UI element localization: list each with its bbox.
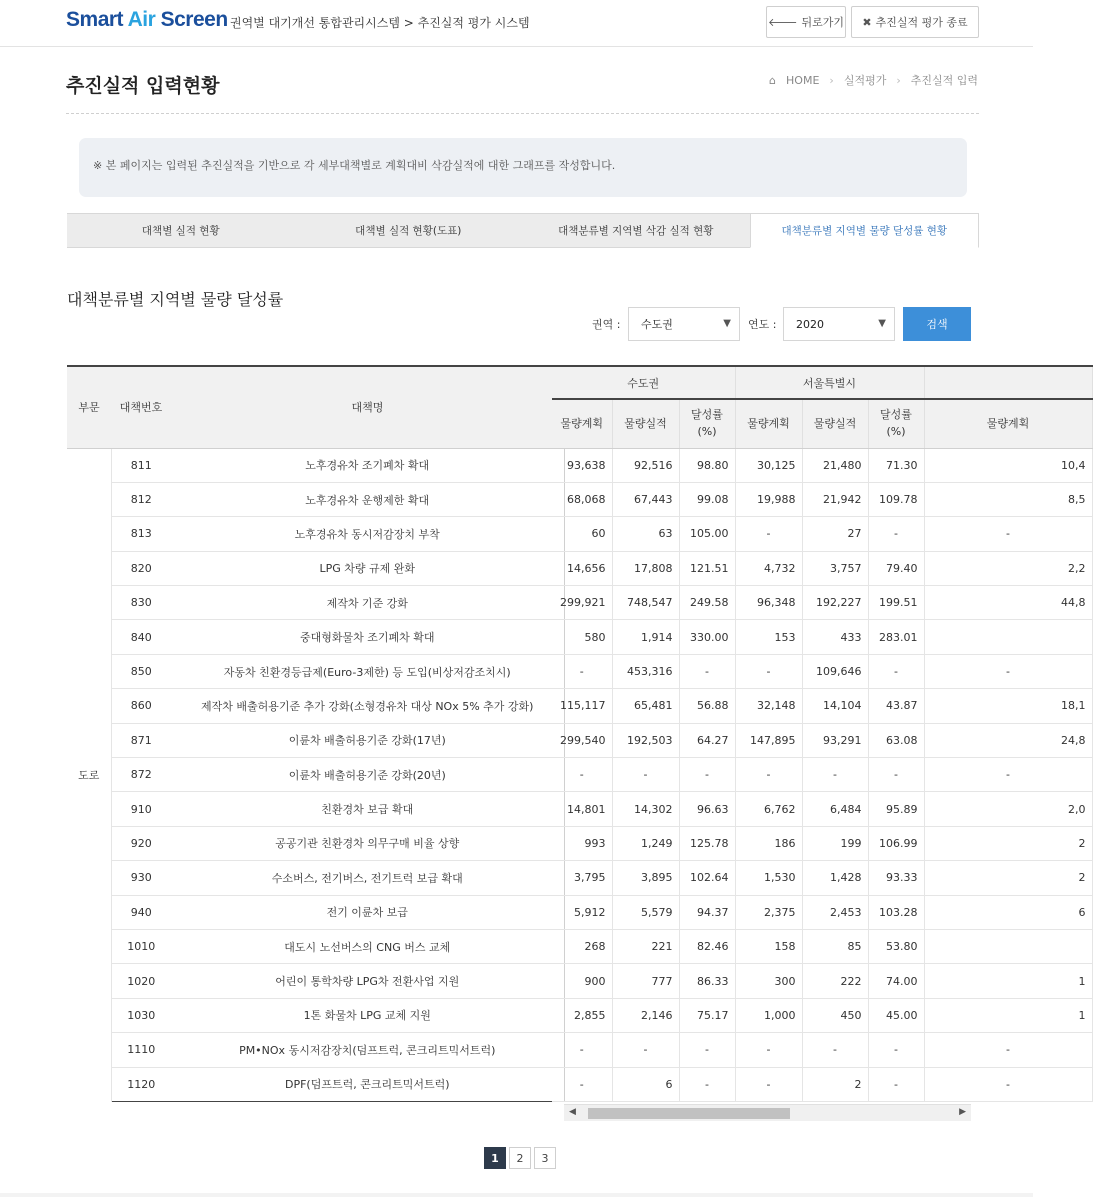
header-actual: 물량실적 — [802, 399, 868, 448]
value-cell: 299,540 — [552, 723, 612, 757]
value-cell: 14,801 — [552, 792, 612, 826]
value-cell: - — [612, 1033, 679, 1067]
value-cell: 14,656 — [552, 551, 612, 585]
value-cell: 186 — [735, 826, 802, 860]
table-row — [552, 998, 1092, 1032]
home-icon: ⌂ — [769, 73, 777, 87]
value-cell: 65,481 — [612, 689, 679, 723]
table-row — [552, 964, 1092, 998]
measure-name-cell: 제작차 배출허용기준 추가 강화(소형경유차 대상 NOx 5% 추가 강화) — [171, 689, 564, 723]
value-cell: - — [679, 1033, 735, 1067]
value-cell: - — [924, 1067, 1092, 1101]
value-cell: 30,125 — [735, 448, 802, 482]
value-cell: - — [735, 758, 802, 792]
value-cell: 1 — [924, 998, 1092, 1032]
table-row — [552, 448, 1092, 482]
tab-regional-achievement[interactable]: 대책분류별 지역별 물량 달성률 현황 — [750, 213, 980, 248]
divider — [66, 113, 979, 114]
header-code: 대책번호 — [111, 366, 171, 448]
header-plan: 물량계획 — [924, 399, 1092, 448]
code-cell: 860 — [111, 689, 171, 723]
value-cell: - — [924, 1033, 1092, 1067]
measure-name-cell: DPF(덤프트럭, 콘크리트믹서트럭) — [171, 1067, 564, 1101]
measure-name-cell: 전기 이륜차 보급 — [171, 895, 564, 929]
header-category: 부문 — [67, 366, 111, 448]
table-row — [67, 551, 564, 585]
code-cell: 872 — [111, 758, 171, 792]
fixed-columns — [67, 365, 564, 1102]
value-cell: - — [802, 758, 868, 792]
top-header — [0, 0, 1033, 47]
value-cell: 105.00 — [679, 517, 735, 551]
measure-name-cell: 이륜차 배출허용기준 강화(20년) — [171, 758, 564, 792]
code-cell: 830 — [111, 586, 171, 620]
value-cell: - — [735, 517, 802, 551]
code-cell: 840 — [111, 620, 171, 654]
dropdown-arrow-icon: ▼ — [723, 318, 731, 329]
table-row — [67, 689, 564, 723]
value-cell: 24,8 — [924, 723, 1092, 757]
value-cell: 10,4 — [924, 448, 1092, 482]
value-cell: 99.08 — [679, 482, 735, 516]
header-name: 대책명 — [171, 366, 564, 448]
notice-box: ※ 본 페이지는 입력된 추진실적을 기반으로 각 세부대책별로 계획대비 삭감실적에 대한 그래프를 작성합니다. — [79, 138, 967, 197]
value-cell: 21,480 — [802, 448, 868, 482]
value-cell: 158 — [735, 929, 802, 963]
value-cell: 21,942 — [802, 482, 868, 516]
value-cell: 299,921 — [552, 586, 612, 620]
table-row — [67, 998, 564, 1032]
table-row — [67, 654, 564, 688]
value-cell: 1 — [924, 964, 1092, 998]
measure-name-cell: 노후경유차 조기폐차 확대 — [171, 448, 564, 482]
value-cell: 777 — [612, 964, 679, 998]
tab-measure-performance[interactable]: 대책별 실적 현황 — [67, 213, 295, 248]
value-cell: - — [679, 654, 735, 688]
header-actual: 물량실적 — [612, 399, 679, 448]
value-cell: 330.00 — [679, 620, 735, 654]
value-cell: 268 — [552, 929, 612, 963]
value-cell: 192,227 — [802, 586, 868, 620]
value-cell: 98.80 — [679, 448, 735, 482]
measure-name-cell: 수소버스, 전기버스, 전기트럭 보급 확대 — [171, 861, 564, 895]
table-row — [552, 551, 1092, 585]
tab-bar — [67, 213, 979, 248]
group-header: 서울특별시 — [735, 366, 924, 399]
table-row — [67, 895, 564, 929]
table-row — [552, 586, 1092, 620]
measure-name-cell: 자동차 친환경등급제(Euro-3제한) 등 도입(비상저감조치시) — [171, 654, 564, 688]
scroll-columns[interactable] — [560, 365, 1086, 1102]
close-icon: ✖ — [862, 15, 872, 29]
table-row — [552, 895, 1092, 929]
value-cell: - — [868, 1067, 924, 1101]
value-cell: 63 — [612, 517, 679, 551]
group-header: 수도권 — [552, 366, 735, 399]
value-cell: - — [924, 654, 1092, 688]
value-cell: 125.78 — [679, 826, 735, 860]
arrow-left-icon: 🡐 — [767, 16, 798, 29]
table-row — [552, 517, 1092, 551]
value-cell: 192,503 — [612, 723, 679, 757]
table-row — [67, 929, 564, 963]
value-cell: 79.40 — [868, 551, 924, 585]
value-cell: 68,068 — [552, 482, 612, 516]
system-title: 권역별 대기개선 통합관리시스템 > 추진실적 평가 시스템 — [230, 16, 530, 30]
value-cell: 3,895 — [612, 861, 679, 895]
value-cell: 106.99 — [868, 826, 924, 860]
value-cell: 74.00 — [868, 964, 924, 998]
value-cell: - — [868, 654, 924, 688]
value-cell: 2,0 — [924, 792, 1092, 826]
value-cell: 75.17 — [679, 998, 735, 1032]
value-cell: 147,895 — [735, 723, 802, 757]
table-row — [67, 792, 564, 826]
group-header — [924, 366, 1092, 399]
value-cell: 94.37 — [679, 895, 735, 929]
tab-regional-reduction[interactable]: 대책분류별 지역별 삭감 실적 현황 — [522, 213, 750, 248]
year-select[interactable]: 2020 ▼ — [783, 307, 895, 341]
value-cell: 4,732 — [735, 551, 802, 585]
value-cell: - — [868, 1033, 924, 1067]
tab-measure-performance-chart[interactable]: 대책별 실적 현황(도표) — [295, 213, 523, 248]
value-cell: 453,316 — [612, 654, 679, 688]
scroll-right-icon[interactable]: ▶ — [959, 1107, 966, 1117]
value-cell: 6 — [924, 895, 1092, 929]
value-cell: - — [735, 1033, 802, 1067]
search-button[interactable]: 검색 — [903, 307, 971, 341]
value-cell: 2,375 — [735, 895, 802, 929]
value-cell: 63.08 — [868, 723, 924, 757]
value-cell: 2,146 — [612, 998, 679, 1032]
value-cell: 5,579 — [612, 895, 679, 929]
measure-name-cell: 제작차 기준 강화 — [171, 586, 564, 620]
breadcrumb-home[interactable]: HOME — [786, 73, 820, 87]
pagination — [484, 1147, 556, 1169]
value-cell: - — [552, 1033, 612, 1067]
value-cell: 1,914 — [612, 620, 679, 654]
value-cell: - — [868, 758, 924, 792]
table-row — [67, 482, 564, 516]
footer — [0, 1193, 1033, 1197]
value-cell: 3,757 — [802, 551, 868, 585]
table-row — [67, 1067, 564, 1101]
code-cell: 920 — [111, 826, 171, 860]
value-cell: 2 — [924, 861, 1092, 895]
value-cell: 1,428 — [802, 861, 868, 895]
value-cell: - — [735, 1067, 802, 1101]
table-row — [552, 620, 1092, 654]
code-cell: 1020 — [111, 964, 171, 998]
value-cell: 2,453 — [802, 895, 868, 929]
value-cell: 60 — [552, 517, 612, 551]
breadcrumb — [769, 72, 978, 88]
header-plan: 물량계획 — [552, 399, 612, 448]
value-cell: - — [868, 517, 924, 551]
value-cell: - — [679, 1067, 735, 1101]
value-cell: 85 — [802, 929, 868, 963]
code-cell: 813 — [111, 517, 171, 551]
value-cell: 221 — [612, 929, 679, 963]
value-cell: 86.33 — [679, 964, 735, 998]
value-cell: 45.00 — [868, 998, 924, 1032]
measure-name-cell: 중대형화물차 조기폐차 확대 — [171, 620, 564, 654]
measure-name-cell: LPG 차량 규제 완화 — [171, 551, 564, 585]
scroll-left-icon[interactable]: ◀ — [569, 1107, 576, 1117]
header-rate: 달성률 (%) — [679, 399, 735, 448]
value-cell: 103.28 — [868, 895, 924, 929]
table-row — [552, 689, 1092, 723]
code-cell: 871 — [111, 723, 171, 757]
value-cell: 44,8 — [924, 586, 1092, 620]
value-cell: 993 — [552, 826, 612, 860]
value-cell: 93,638 — [552, 448, 612, 482]
value-cell: 14,302 — [612, 792, 679, 826]
table-row — [552, 826, 1092, 860]
value-cell: 2 — [802, 1067, 868, 1101]
value-cell: 27 — [802, 517, 868, 551]
value-cell: 900 — [552, 964, 612, 998]
code-cell: 820 — [111, 551, 171, 585]
horizontal-scrollbar[interactable] — [564, 1104, 971, 1121]
table-row — [552, 861, 1092, 895]
table-row — [552, 482, 1092, 516]
value-cell: 96,348 — [735, 586, 802, 620]
value-cell: 450 — [802, 998, 868, 1032]
value-cell: 580 — [552, 620, 612, 654]
dropdown-arrow-icon: ▼ — [878, 318, 886, 329]
value-cell: 249.58 — [679, 586, 735, 620]
value-cell: 2,2 — [924, 551, 1092, 585]
region-select[interactable]: 수도권 ▼ — [628, 307, 740, 341]
value-cell — [924, 929, 1092, 963]
code-cell: 812 — [111, 482, 171, 516]
value-cell: 14,104 — [802, 689, 868, 723]
value-cell: 17,808 — [612, 551, 679, 585]
value-cell: 300 — [735, 964, 802, 998]
value-cell: 93.33 — [868, 861, 924, 895]
table-row — [67, 517, 564, 551]
measure-name-cell: PM•NOx 동시저감장치(덤프트럭, 콘크리트믹서트럭) — [171, 1033, 564, 1067]
table-row — [67, 448, 564, 482]
value-cell: 2,855 — [552, 998, 612, 1032]
code-cell: 850 — [111, 654, 171, 688]
breadcrumb-input[interactable]: 추진실적 입력 — [910, 74, 978, 87]
value-cell: - — [552, 654, 612, 688]
measure-name-cell: 어린이 통학차량 LPG차 전환사업 지원 — [171, 964, 564, 998]
header-plan: 물량계획 — [735, 399, 802, 448]
value-cell: - — [735, 654, 802, 688]
value-cell: - — [924, 758, 1092, 792]
value-cell: 2 — [924, 826, 1092, 860]
breadcrumb-evaluation[interactable]: 실적평가 — [843, 74, 887, 87]
section-title: 대책분류별 지역별 물량 달성률 — [67, 290, 284, 309]
value-cell: 1,249 — [612, 826, 679, 860]
value-cell: 5,912 — [552, 895, 612, 929]
table-row — [67, 620, 564, 654]
measure-name-cell: 공공기관 친환경차 의무구매 비율 상향 — [171, 826, 564, 860]
code-cell: 1120 — [111, 1067, 171, 1101]
value-cell: 64.27 — [679, 723, 735, 757]
value-cell: 283.01 — [868, 620, 924, 654]
page-title: 추진실적 입력현황 — [66, 75, 220, 97]
value-cell: 1,000 — [735, 998, 802, 1032]
measure-name-cell: 노후경유차 운행제한 확대 — [171, 482, 564, 516]
back-button[interactable]: 🡐 뒤로가기 — [766, 6, 846, 38]
value-cell: 53.80 — [868, 929, 924, 963]
value-cell: 153 — [735, 620, 802, 654]
value-cell: 18,1 — [924, 689, 1092, 723]
logo[interactable]: Smart Air Screen — [66, 8, 228, 31]
measure-name-cell: 노후경유차 동시저감장치 부착 — [171, 517, 564, 551]
value-cell: 748,547 — [612, 586, 679, 620]
code-cell: 940 — [111, 895, 171, 929]
value-cell: - — [802, 1033, 868, 1067]
value-cell: - — [552, 1067, 612, 1101]
code-cell: 1110 — [111, 1033, 171, 1067]
value-cell: 199.51 — [868, 586, 924, 620]
value-cell: - — [679, 758, 735, 792]
value-cell: 222 — [802, 964, 868, 998]
code-cell: 1010 — [111, 929, 171, 963]
table-row — [67, 861, 564, 895]
value-cell: - — [612, 758, 679, 792]
table-row — [552, 929, 1092, 963]
table-row — [67, 723, 564, 757]
header-rate: 달성률 (%) — [868, 399, 924, 448]
value-cell: 6,484 — [802, 792, 868, 826]
value-cell: 433 — [802, 620, 868, 654]
value-cell: 71.30 — [868, 448, 924, 482]
table-row — [67, 758, 564, 792]
page-2-button[interactable]: 2 — [509, 1147, 531, 1169]
table-row — [552, 1033, 1092, 1067]
chevron-right-icon: › — [896, 73, 901, 87]
value-cell — [924, 620, 1092, 654]
measure-name-cell: 대도시 노선버스의 CNG 버스 교체 — [171, 929, 564, 963]
table-row — [67, 964, 564, 998]
table-row — [67, 1033, 564, 1067]
code-cell: 811 — [111, 448, 171, 482]
value-cell: 96.63 — [679, 792, 735, 826]
value-cell: 67,443 — [612, 482, 679, 516]
table-row — [67, 586, 564, 620]
measure-name-cell: 친환경차 보급 확대 — [171, 792, 564, 826]
exit-evaluation-button[interactable]: ✖ 추진실적 평가 종료 — [851, 6, 979, 38]
scrollbar-thumb[interactable] — [588, 1108, 790, 1119]
year-label: 연도 : — [748, 318, 777, 331]
value-cell: 95.89 — [868, 792, 924, 826]
table-row — [552, 723, 1092, 757]
value-cell: 115,117 — [552, 689, 612, 723]
table-row — [552, 792, 1092, 826]
value-cell: 6 — [612, 1067, 679, 1101]
value-cell: 1,530 — [735, 861, 802, 895]
value-cell: 109,646 — [802, 654, 868, 688]
region-label: 권역 : — [592, 318, 621, 331]
value-cell: 199 — [802, 826, 868, 860]
value-cell: 56.88 — [679, 689, 735, 723]
value-cell: 32,148 — [735, 689, 802, 723]
value-cell: - — [924, 517, 1092, 551]
code-cell: 930 — [111, 861, 171, 895]
value-cell: 43.87 — [868, 689, 924, 723]
page-1-button[interactable]: 1 — [484, 1147, 506, 1169]
value-cell: 8,5 — [924, 482, 1092, 516]
measure-name-cell: 이륜차 배출허용기준 강화(17년) — [171, 723, 564, 757]
code-cell: 1030 — [111, 998, 171, 1032]
table-row — [552, 758, 1092, 792]
chevron-right-icon: › — [829, 73, 834, 87]
value-cell: - — [552, 758, 612, 792]
value-cell: 19,988 — [735, 482, 802, 516]
value-cell: 82.46 — [679, 929, 735, 963]
value-cell: 6,762 — [735, 792, 802, 826]
page-3-button[interactable]: 3 — [534, 1147, 556, 1169]
value-cell: 109.78 — [868, 482, 924, 516]
value-cell: 93,291 — [802, 723, 868, 757]
table-row — [67, 826, 564, 860]
value-cell: 92,516 — [612, 448, 679, 482]
value-cell: 102.64 — [679, 861, 735, 895]
measure-name-cell: 1톤 화물차 LPG 교체 지원 — [171, 998, 564, 1032]
table-row — [552, 654, 1092, 688]
value-cell: 121.51 — [679, 551, 735, 585]
code-cell: 910 — [111, 792, 171, 826]
category-cell: 도로 — [67, 448, 111, 1101]
value-cell: 3,795 — [552, 861, 612, 895]
table-row — [552, 1067, 1092, 1101]
